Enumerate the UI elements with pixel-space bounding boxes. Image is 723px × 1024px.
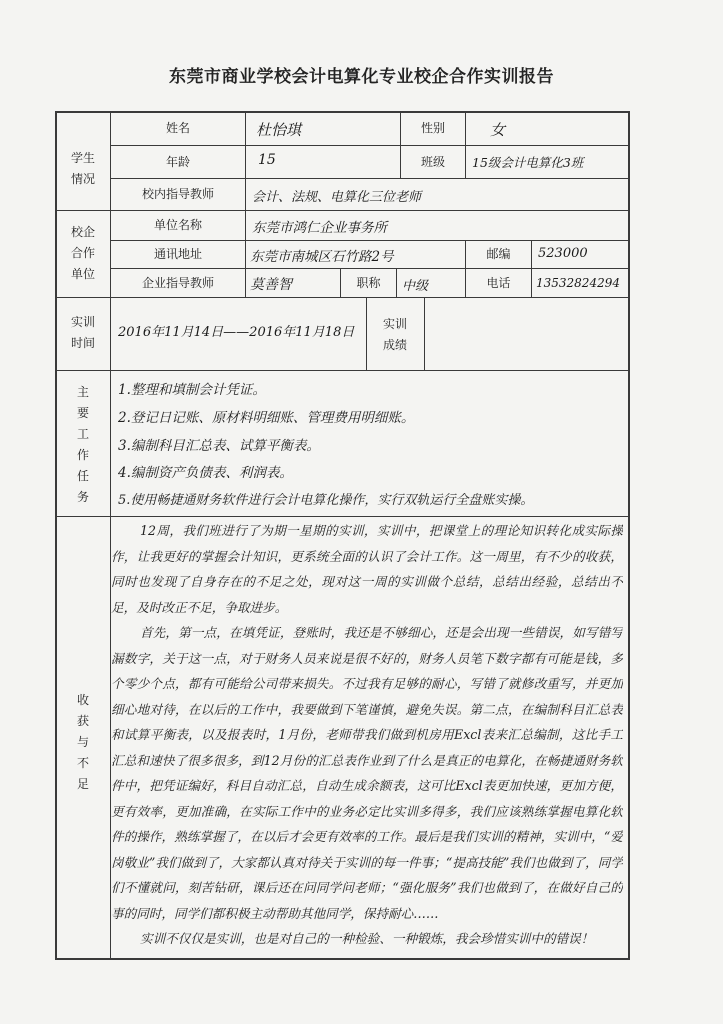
- table-border-right: [628, 111, 630, 960]
- school-teacher-label: 校内指导教师: [141, 187, 214, 201]
- age-label: 年龄: [165, 154, 190, 169]
- task-item-4: 4.编制资产负债表、利润表。: [118, 465, 293, 481]
- col-line: [465, 111, 466, 178]
- divider-time: [55, 370, 630, 371]
- time-section-text: 实训 时间: [70, 315, 95, 350]
- divider-company: [55, 297, 630, 298]
- task-item-5: 5.使用畅捷通财务软件进行会计电算化操作，实行双轨运行全盘账实操。: [118, 493, 534, 508]
- name-value: 杜怡琪: [256, 121, 302, 139]
- gains-paragraph-2: 首先，第一点，在填凭证，登账时，我还是不够细心，还是会出现一些错误，如写错写漏数字，关于这一点，对于财务人员来说是很不好的，财务人员笔下数字都有可能是钱，多个零少个点，都有可能给公司带来损失。不过我有足够的耐心，写错了就修改重写，并更加细心地对待，在以后的工作中，我要做到下笔谨慎，避免失误。第二点，在编制科目汇总表和试算平衡表，以及报表时，1月份，老师带我们做到机房用Excl表来汇总编制，这比手工汇总和速快了很多很多，到12月份的汇总表作业到了什么是真正的电算化，在畅捷通财务软件中，把凭证编好，科目自动汇总，自动生成余额表，这可比Excl表更加快速，更加方便，更有效率，更加准确，在实际工作中的业务必定比实训多得多，我们应该熟练掌握电算化软件的操作，熟练掌握了，在以后才会更有效率的工作。最后是我们实训的精神，实训中，“爱岗敬业”我们做到了，大家都认真对待关于实训的每一件事；“提高技能”我们也做到了，同学们不懂就问，刻苦钻研，课后还在问同学问老师；“强化服务”我们也做到了，在做好自己的事的同时，同学们都积极主动帮助其他同学，保持耐心……: [111, 625, 623, 921]
- score-label-text: 实训 成绩: [382, 317, 407, 352]
- gender-value: 女: [490, 121, 506, 139]
- phone-label: 电话: [486, 275, 511, 290]
- time-value: 2016年11月14日——2016年11月18日: [118, 325, 355, 340]
- company-section-label: [63, 222, 103, 285]
- job-title-label: 职称: [356, 275, 381, 290]
- class-label: 班级: [420, 154, 445, 169]
- company-teacher-value: 莫善智: [250, 277, 292, 293]
- col-line: [424, 297, 425, 370]
- company-teacher-label: 企业指导教师: [141, 275, 214, 290]
- task-item-1: 1.整理和填制会计凭证。: [118, 382, 266, 398]
- col-line: [245, 111, 246, 210]
- unit-value: 东莞市鸿仁企业事务所: [252, 220, 387, 236]
- company-section-text: 校企 合作 单位: [70, 225, 95, 281]
- col-line: [531, 240, 532, 297]
- task-item-3: 3.编制科目汇总表、试算平衡表。: [118, 438, 320, 454]
- task-item-2: 2.登记日记账、原材料明细账、管理费用明细账。: [118, 410, 415, 426]
- postcode-label: 邮编: [486, 247, 511, 261]
- postcode-value: 523000: [538, 246, 588, 261]
- student-section-text: 学生 情况: [70, 151, 95, 186]
- gains-paragraph-3: 实训不仅仅是实训，也是对自己的一种检验、一种锻炼，我会珍惜实训中的错误！: [139, 931, 594, 946]
- name-label: 姓名: [165, 121, 190, 135]
- student-section-label: [63, 148, 103, 190]
- gains-section-label: [63, 690, 103, 795]
- address-label: 通讯地址: [153, 247, 202, 261]
- unit-label: 单位名称: [153, 218, 202, 232]
- gains-paragraph-1: 12周，我们班进行了为期一星期的实训，实训中，把课堂上的理论知识转化成实际操作，让我更好的掌握会计知识，更系统全面的认识了会计工作。这一周里，有不少的收获，同时也发现了自身存在的不足之处，现对这一周的实训做个总结，总结出经验，总结出不足，及时改正不足，争取进步。: [111, 523, 623, 615]
- tasks-section-label: [63, 382, 103, 508]
- job-title-value: 中级: [402, 279, 429, 294]
- school-teacher-value: 会计、法规、电算化三位老师: [252, 190, 422, 205]
- address-value: 东莞市南城区石竹路2号: [250, 249, 394, 265]
- age-value: 15: [258, 152, 276, 168]
- time-section-label: [63, 312, 103, 354]
- divider-tasks: [55, 516, 630, 517]
- gender-label: 性别: [420, 121, 445, 135]
- col-line: [245, 210, 246, 297]
- phone-value: 13532824294: [536, 276, 620, 290]
- class-value: 15级会计电算化3班: [472, 155, 584, 170]
- report-title: 东莞市商业学校会计电算化专业校企合作实训报告: [169, 67, 554, 87]
- table-border-left: [55, 111, 57, 960]
- col-line: [366, 297, 367, 370]
- score-label: [375, 314, 415, 356]
- gains-section-text: 收 获 与 不 足: [76, 693, 89, 791]
- gains-content: [111, 518, 623, 952]
- col-line: [396, 268, 397, 297]
- tasks-section-text: 主 要 工 作 任 务: [76, 385, 89, 504]
- table-border-bottom: [55, 958, 630, 960]
